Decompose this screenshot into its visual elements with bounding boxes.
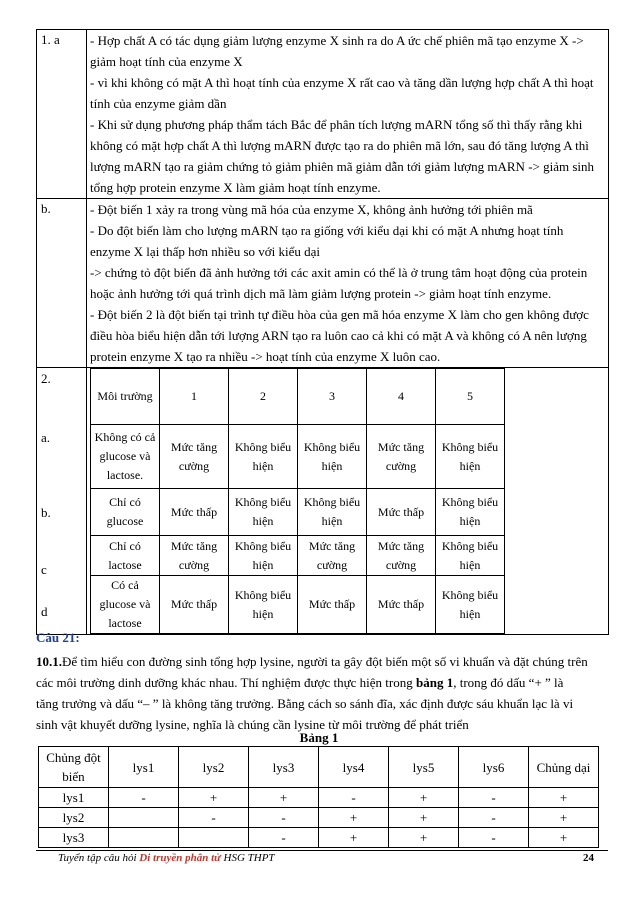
text-line: - vì khi không có mặt A thì hoạt tính của enzyme X rất cao và tăng dần lượng hợp chất A thì hoạt [90, 75, 594, 90]
table-cell: + [389, 788, 459, 808]
table-cell: Không biểu hiện [229, 576, 298, 634]
table-cell: - [179, 808, 249, 828]
footer-prefix: Tuyển tập câu hỏi [58, 852, 140, 864]
table-cell: - [459, 808, 529, 828]
table-cell [109, 828, 179, 848]
table-cell: Chỉ có lactose [91, 536, 160, 576]
table-row [91, 536, 505, 576]
question-title: Câu 21: [36, 630, 80, 645]
lysine-table [38, 746, 599, 848]
table-cell: - [459, 828, 529, 848]
row-labels-2 [37, 368, 87, 635]
table-cell: lys2 [39, 808, 109, 828]
footer-highlight: Di truyền phân tử [139, 852, 221, 864]
table-cell: Mức thấp [160, 576, 229, 634]
answer-row-1a [37, 30, 609, 199]
table-cell: lys2 [179, 747, 249, 788]
table-cell: 1 [160, 369, 229, 425]
table-cell: Mức thấp [367, 576, 436, 634]
table-row [91, 489, 505, 536]
table-cell: Mức tăng cường [160, 536, 229, 576]
table-cell: Không có cả glucose và lactose. [91, 425, 160, 489]
table-cell: Không biểu hiện [436, 536, 505, 576]
table-cell: Không biểu hiện [298, 425, 367, 489]
text-line: tính của enzyme giảm dần [90, 96, 227, 111]
table-cell: Chủng đột biến [39, 747, 109, 788]
text-line: hoặc ảnh hưởng tới quá trình dịch mã làm giảm lượng protein -> giảm hoạt tính enzyme. [90, 286, 552, 301]
table-cell: + [319, 808, 389, 828]
answer-1a-text [87, 30, 609, 199]
question-text-line: sinh vật khuyết dưỡng lysine, nghĩa là chúng cần lysine từ môi trường để phát triển [36, 717, 469, 732]
table-row [91, 576, 505, 634]
text-line: - Đột biến 2 là đột biến tại trình tự điều hòa của gen mã hóa enzyme X làm cho gen không được [90, 307, 589, 322]
table-cell: Mức tăng cường [367, 425, 436, 489]
table-cell: lys4 [319, 747, 389, 788]
table-cell: Mức thấp [298, 576, 367, 634]
text-line: giảm hoạt tính của enzyme X [90, 54, 243, 69]
question-text-line: tăng trưởng và dấu “– ” là không tăng trưởng. Bằng cách so sánh đĩa, xác định được sáu khuẩn lạc là vi [36, 696, 574, 711]
table-cell [109, 808, 179, 828]
row-label: b. [37, 199, 87, 368]
text-line: - Hợp chất A có tác dụng giảm lượng enzyme X sinh ra do A ức chế phiên mã tạo enzyme X -> [90, 33, 584, 48]
text-line: - Đột biến 1 xảy ra trong vùng mã hóa của enzyme X, không ảnh hưởng tới phiên mã [90, 202, 533, 217]
table-title: Bảng 1 [299, 730, 339, 745]
table-cell: - [249, 828, 319, 848]
table-cell: 4 [367, 369, 436, 425]
table-cell: Chỉ có glucose [91, 489, 160, 536]
table-row [39, 828, 599, 848]
table-cell: Không biểu hiện [436, 425, 505, 489]
table-cell: Chủng dại [529, 747, 599, 788]
row-label: b. [41, 505, 51, 520]
answer-row-2 [37, 368, 609, 635]
table-cell: - [459, 788, 529, 808]
table-cell: lys6 [459, 747, 529, 788]
table-cell: 5 [436, 369, 505, 425]
table-cell: Không biểu hiện [229, 489, 298, 536]
row-label: 2. [41, 371, 51, 386]
question-number: 10.1. [36, 654, 62, 669]
table-cell: + [389, 828, 459, 848]
answer-row-1b [37, 199, 609, 368]
table-cell: Mức thấp [160, 489, 229, 536]
paragraph [87, 199, 608, 367]
text-line: enzyme X lại thấp hơn nhiều so với kiểu dại [90, 244, 321, 259]
answer-2-cell [87, 368, 609, 635]
table-cell: 2 [229, 369, 298, 425]
question-body [36, 651, 606, 735]
table-cell: lys1 [39, 788, 109, 808]
table-cell: Không biểu hiện [436, 576, 505, 634]
table-row [91, 425, 505, 489]
table-cell: - [319, 788, 389, 808]
table-cell: lys5 [389, 747, 459, 788]
table-header-row [39, 747, 599, 788]
table-cell: Môi trường [91, 369, 160, 425]
table-cell: + [249, 788, 319, 808]
table-cell [179, 828, 249, 848]
table-cell: + [389, 808, 459, 828]
page-footer [36, 850, 608, 865]
row-label: 1. a [37, 30, 87, 199]
table-cell: Không biểu hiện [298, 489, 367, 536]
answer-1b-text [87, 199, 609, 368]
table-cell: Không biểu hiện [436, 489, 505, 536]
table-cell: Không biểu hiện [229, 425, 298, 489]
table-header-row [91, 369, 505, 425]
footer-suffix: HSG THPT [220, 852, 275, 864]
footer-title [58, 852, 275, 864]
table-cell: + [319, 828, 389, 848]
table-cell: lys3 [249, 747, 319, 788]
text-line: protein enzyme X tạo ra nhiều -> hoạt tính của enzyme X luôn cao. [90, 349, 441, 364]
table-cell: lys3 [39, 828, 109, 848]
table-cell: lys1 [109, 747, 179, 788]
table-cell: Không biểu hiện [229, 536, 298, 576]
question-text-line: các môi trường dinh dưỡng khác nhau. Thí nghiệm được thực hiện trong [36, 675, 416, 690]
table-cell: Có cả glucose và lactose [91, 576, 160, 634]
table-row [39, 788, 599, 808]
table-cell: + [529, 808, 599, 828]
table-cell: + [529, 788, 599, 808]
text-line: -> chứng tỏ đột biến đã ảnh hưởng tới các axit amin có thể là ở trung tâm hoạt động của protein [90, 265, 588, 280]
row-label: c [41, 562, 47, 577]
table-reference: bảng 1 [416, 675, 454, 690]
page-number: 24 [583, 852, 594, 864]
text-line: điều hòa biểu hiện dẫn tới lượng ARN tạo ra luôn cao cả khi có mặt A và không có A nên lượng [90, 328, 587, 343]
table-cell: 3 [298, 369, 367, 425]
row-label: d [41, 604, 48, 619]
paragraph [87, 30, 608, 198]
table-cell: Mức thấp [367, 489, 436, 536]
text-line: lượng mARN tạo ra giảm chứng tỏ giảm phiên mã giảm dẫn tới giảm lượng mARN -> giảm sinh [90, 159, 595, 174]
text-line: tổng hợp protein enzyme X làm giảm hoạt tính enzyme. [90, 180, 381, 195]
table-row [39, 808, 599, 828]
table-cell: Mức tăng cường [160, 425, 229, 489]
question-text-line: , trong đó dấu “+ ” là [453, 675, 564, 690]
text-line: - Do đột biến làm cho lượng mARN tạo ra giống với kiểu dại khi có mặt A nhưng hoạt tính [90, 223, 564, 238]
table-cell: - [249, 808, 319, 828]
table-cell: Mức tăng cường [367, 536, 436, 576]
table-cell: + [179, 788, 249, 808]
table-cell: Mức tăng cường [298, 536, 367, 576]
row-label: a. [41, 430, 51, 445]
table-cell: - [109, 788, 179, 808]
answer-table [36, 29, 609, 635]
expression-table [90, 368, 505, 634]
text-line: - Khi sử dụng phương pháp thẩm tách Bắc để phân tích lượng mARN tổng số thì thấy rằng khi [90, 117, 583, 132]
text-line: không có mặt hợp chất A thì lượng mARN được tạo ra do phiên mã lớn, sau đó tăng lượng A thì [90, 138, 589, 153]
question-text-line: Để tìm hiểu con đường sinh tổng hợp lysine, người ta gây đột biến một số vi khuẩn và đặt chúng trên [62, 654, 588, 669]
table-cell: + [529, 828, 599, 848]
